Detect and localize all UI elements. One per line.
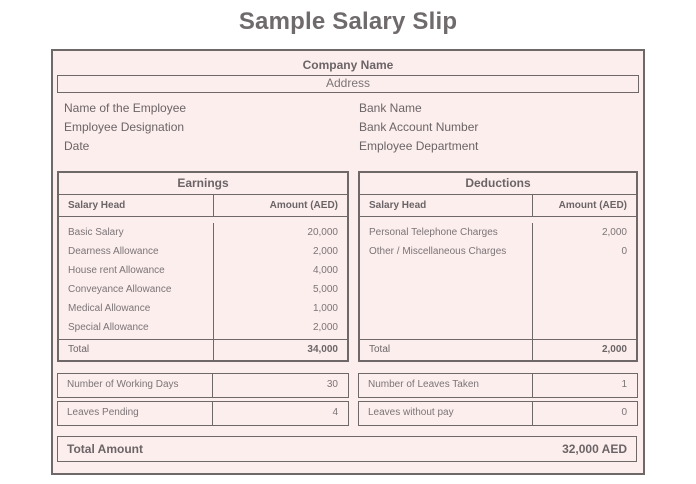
table-row-head: Personal Telephone Charges — [369, 227, 498, 238]
bank-name-label: Bank Name — [359, 101, 422, 115]
deductions-body — [360, 217, 636, 340]
leaves-without-pay-row — [358, 401, 638, 426]
earnings-total-row — [59, 340, 347, 360]
earnings-column-headers — [59, 195, 347, 217]
deductions-total-row — [360, 340, 636, 360]
table-row-amount: 5,000 — [312, 284, 338, 295]
total-amount-value: 32,000 AED — [562, 442, 627, 456]
working-days-label: Number of Working Days — [58, 374, 213, 397]
company-address: Address — [57, 75, 639, 93]
employee-info-right — [359, 99, 478, 156]
leaves-pending-value: 4 — [332, 407, 338, 418]
table-row-amount: 0 — [621, 246, 627, 257]
table-row-head: Medical Allowance — [68, 303, 151, 314]
table-row-head: Conveyance Allowance — [68, 284, 172, 295]
deductions-total-label: Total — [360, 340, 533, 360]
leaves-pending-row — [57, 401, 349, 426]
leaves-taken-value: 1 — [621, 379, 627, 390]
leaves-pending-label: Leaves Pending — [58, 402, 213, 425]
table-row-amount: 1,000 — [312, 303, 338, 314]
deductions-column-headers — [360, 195, 636, 217]
earnings-col-amount: Amount (AED) — [269, 200, 338, 211]
earnings-body — [59, 217, 347, 340]
earnings-table — [57, 171, 349, 362]
table-row-amount: 2,000 — [312, 322, 338, 333]
table-row-amount: 4,000 — [312, 265, 338, 276]
company-name: Company Name — [302, 58, 394, 72]
total-amount-label: Total Amount — [67, 442, 143, 456]
leaves-taken-label: Number of Leaves Taken — [359, 374, 533, 397]
table-row-head: Dearness Allowance — [68, 246, 159, 257]
bank-account-label: Bank Account Number — [359, 120, 479, 134]
employee-name-label: Name of the Employee — [64, 101, 187, 115]
employee-info-left — [64, 99, 186, 156]
earnings-title: Earnings — [59, 173, 347, 195]
deductions-title: Deductions — [360, 173, 636, 195]
deductions-col-amount: Amount (AED) — [558, 200, 627, 211]
table-row-amount: 2,000 — [601, 227, 627, 238]
table-row-head: Other / Miscellaneous Charges — [369, 246, 507, 257]
deductions-table — [358, 171, 638, 362]
table-row-amount: 2,000 — [312, 246, 338, 257]
table-row-head: House rent Allowance — [68, 265, 165, 276]
date-label: Date — [64, 139, 90, 153]
table-row-amount: 20,000 — [307, 227, 338, 238]
working-days-value: 30 — [326, 379, 338, 390]
working-days-row — [57, 373, 349, 398]
page-title: Sample Salary Slip — [238, 8, 458, 35]
earnings-total-label: Total — [59, 340, 214, 360]
table-row-head: Special Allowance — [68, 322, 149, 333]
employee-designation-label: Employee Designation — [64, 120, 185, 134]
total-amount-row — [57, 436, 637, 462]
table-row-head: Basic Salary — [68, 227, 124, 238]
deductions-col-head: Salary Head — [360, 195, 533, 216]
salary-slip — [51, 49, 645, 475]
leaves-without-pay-value: 0 — [621, 407, 627, 418]
deductions-total-value: 2,000 — [601, 344, 627, 355]
earnings-col-head: Salary Head — [59, 195, 214, 216]
earnings-total-value: 34,000 — [307, 344, 338, 355]
employee-department-label: Employee Department — [359, 139, 479, 153]
leaves-taken-row — [358, 373, 638, 398]
leaves-without-pay-label: Leaves without pay — [359, 402, 533, 425]
